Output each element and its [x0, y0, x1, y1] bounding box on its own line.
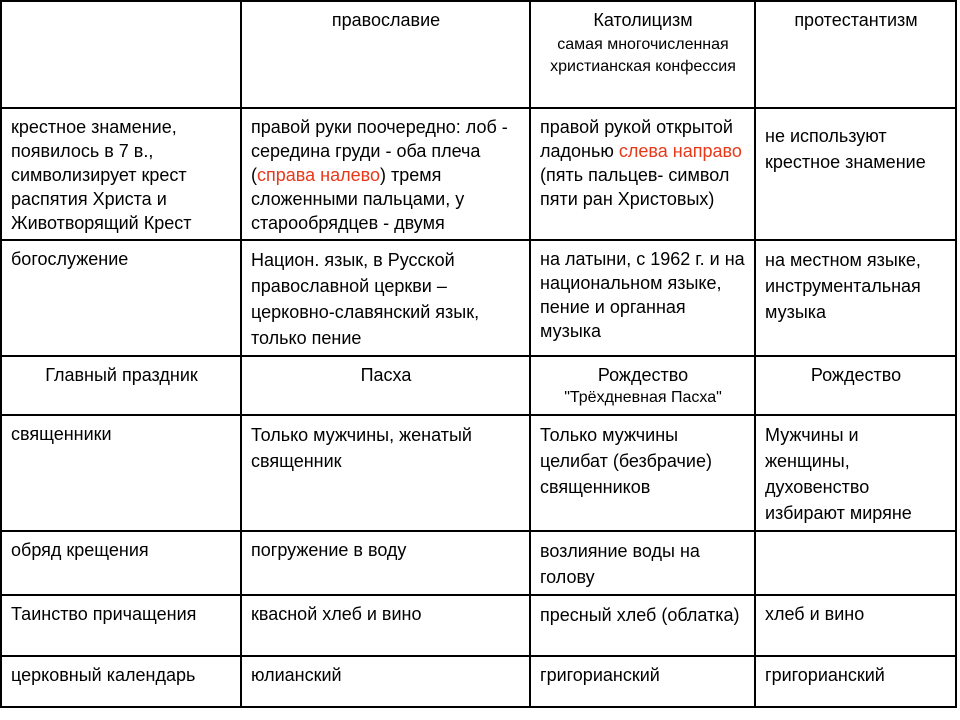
protestantism-worship: на местном языке, инструментальная музыка [755, 240, 956, 356]
catholicism-main-holiday [530, 356, 755, 415]
header-catholicism-title: Католицизм [593, 10, 693, 30]
catholicism-communion: пресный хлеб (облатка) [530, 595, 755, 656]
protestantism-main-holiday: Рождество [755, 356, 956, 415]
orthodoxy-sign-text-start: правой руки поочередно: лоб - середина груди - оба плеча ( [251, 117, 508, 185]
orthodoxy-communion: квасной хлеб и вино [241, 595, 530, 656]
catholicism-sign-of-cross [530, 108, 755, 240]
row-priests [1, 415, 956, 531]
orthodoxy-calendar: юлианский [241, 656, 530, 707]
protestantism-communion: хлеб и вино [755, 595, 956, 656]
protestantism-priests: Мужчины и женщины, духовенство избирают миряне [755, 415, 956, 531]
catholicism-holiday-subtitle: "Трёхдневная Пасха" [564, 389, 722, 406]
label-baptism: обряд крещения [1, 531, 241, 595]
catholicism-sign-text-end: (пять пальцев- символ пяти ран Христовых) [540, 165, 730, 209]
label-worship: богослужение [1, 240, 241, 356]
catholicism-sign-text-start: правой рукой открытой ладонью [540, 117, 733, 161]
row-calendar [1, 656, 956, 707]
row-baptism [1, 531, 956, 595]
orthodoxy-priests: Только мужчины, женатый священник [241, 415, 530, 531]
orthodoxy-baptism: погружение в воду [241, 531, 530, 595]
label-sign-of-cross: крестное знамение, появилось в 7 в., символизирует крест распятия Христа и Животворящий Крест [1, 108, 241, 240]
catholicism-sign-direction: слева направо [618, 141, 742, 161]
header-catholicism-subtitle: самая многочисленная христианская конфессия [550, 36, 736, 75]
row-communion [1, 595, 956, 656]
catholicism-worship: на латыни, с 1962 г. и на национальном языке, пение и органная музыка [530, 240, 755, 356]
label-communion: Таинство причащения [1, 595, 241, 656]
row-sign-of-cross [1, 108, 956, 240]
protestantism-sign-of-cross: не используют крестное знамение [755, 108, 956, 240]
header-empty-cell [1, 1, 241, 108]
catholicism-priests: Только мужчины целибат (безбрачие) священников [530, 415, 755, 531]
header-catholicism [530, 1, 755, 108]
orthodoxy-sign-text-end: ) тремя сложенными пальцами, у старообрядцев - двумя [251, 165, 465, 233]
protestantism-baptism [755, 531, 956, 595]
orthodoxy-sign-direction: справа налево [257, 165, 380, 185]
label-calendar: церковный календарь [1, 656, 241, 707]
row-main-holiday [1, 356, 956, 415]
orthodoxy-worship: Национ. язык, в Русской православной церкви – церковно-славянский язык, только пение [241, 240, 530, 356]
catholicism-holiday-title: Рождество [597, 365, 689, 385]
header-orthodoxy: православие [241, 1, 530, 108]
catholicism-calendar: григорианский [530, 656, 755, 707]
catholicism-baptism: возлияние воды на голову [530, 531, 755, 595]
orthodoxy-sign-of-cross [241, 108, 530, 240]
row-worship [1, 240, 956, 356]
protestantism-calendar: григорианский [755, 656, 956, 707]
label-priests: священники [1, 415, 241, 531]
header-row [1, 1, 956, 108]
label-main-holiday: Главный праздник [1, 356, 241, 415]
header-protestantism: протестантизм [755, 1, 956, 108]
orthodoxy-main-holiday: Пасха [241, 356, 530, 415]
